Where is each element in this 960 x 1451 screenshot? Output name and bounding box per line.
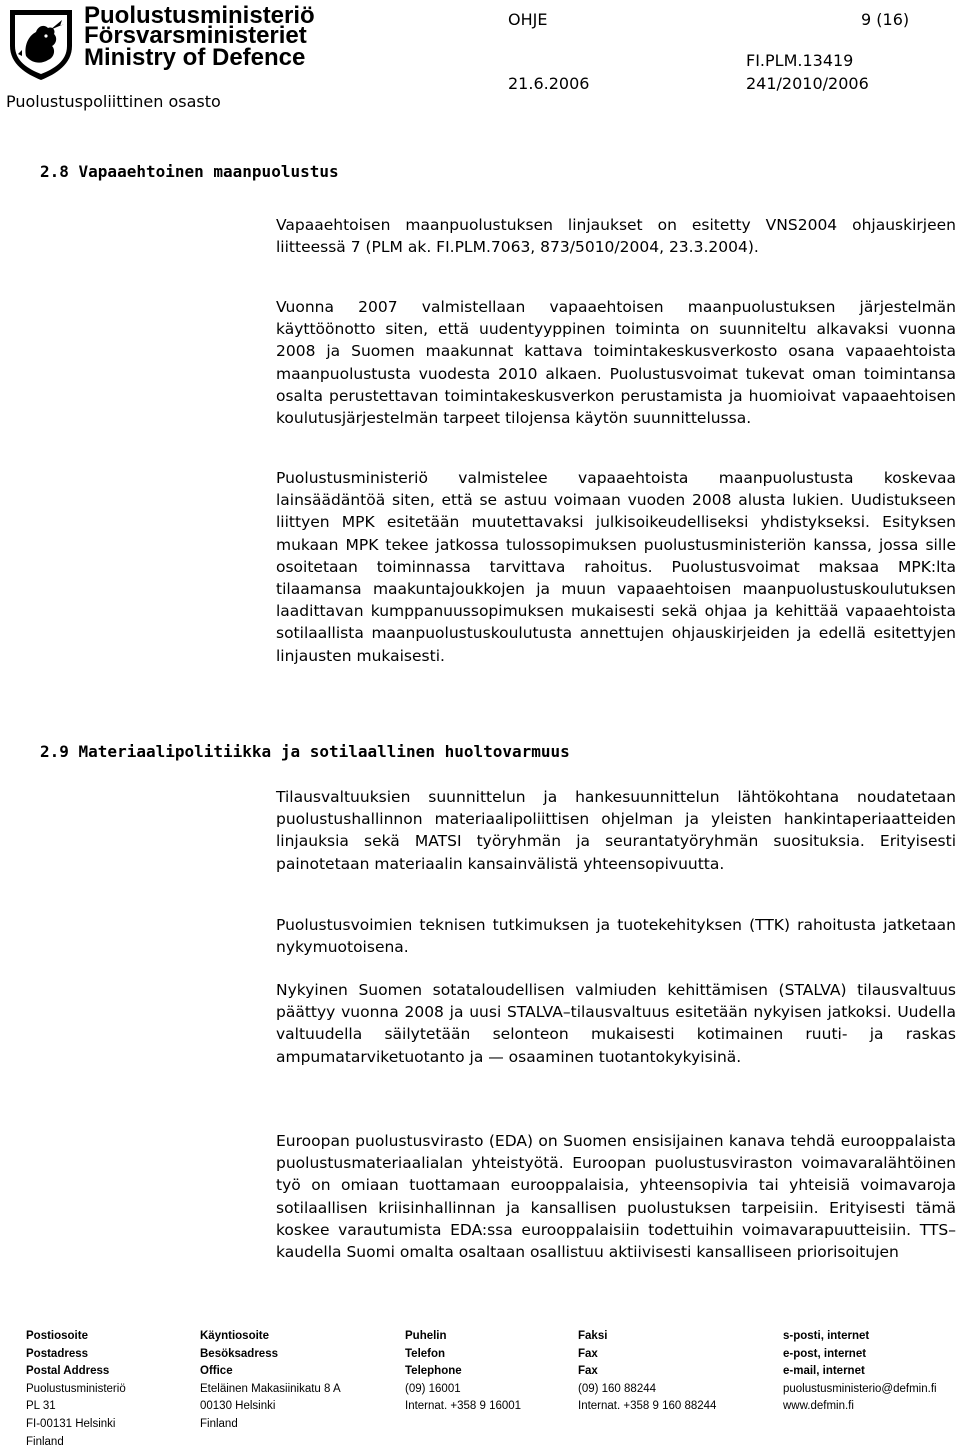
footer-website-link[interactable]: www.defmin.fi xyxy=(783,1400,854,1413)
footer-office-column xyxy=(200,1328,341,1434)
footer-value: 00130 Helsinki xyxy=(200,1400,276,1413)
paragraph-text: Puolustusvoimien teknisen tutkimuksen ja tuotekehityksen (TTK) rahoitusta jatketaan nykymuotoisena. xyxy=(276,916,956,957)
reference-number: FI.PLM.13419 xyxy=(746,51,854,70)
org-name-sv: Försvarsministeriet xyxy=(84,22,307,49)
footer-label: Postal Address xyxy=(26,1365,110,1378)
footer-label: Faksi xyxy=(578,1330,608,1342)
footer-value: Eteläinen Makasiinikatu 8 A xyxy=(200,1382,341,1395)
paragraph-text: Tilausvaltuuksien suunnittelun ja hankesuunnittelun lähtökohtana noudatetaan puolustushallinnon materiaalipoliittisen ohjelman ja yleisten hankintaperiaatteiden linjauksia sekä MATSI työryhmän ja seurantatyöryhmän suosituksia. Erityisesti painotetaan materiaalin kansainvälistä yhteensopivuutta. xyxy=(276,788,956,873)
footer-label: s-posti, internet xyxy=(783,1330,870,1342)
paragraph xyxy=(276,914,956,958)
footer-value: Finland xyxy=(200,1417,238,1430)
paragraph xyxy=(276,296,956,429)
paragraph-text: Vapaaehtoisen maanpuolustuksen linjaukset on esitetty VNS2004 ohjauskirjeen liitteessä 7 (PLM ak. FI.PLM.7063, 873/5010/2004, 23.3.2004). xyxy=(276,216,956,257)
footer-label: Besöksadress xyxy=(200,1347,278,1360)
org-name-en: Ministry of Defence xyxy=(84,44,306,71)
paragraph xyxy=(276,979,956,1068)
paragraph xyxy=(276,786,956,875)
footer-label: Office xyxy=(200,1365,233,1378)
diary-number: 241/2010/2006 xyxy=(746,74,869,93)
footer-value: FI-00131 Helsinki xyxy=(26,1417,116,1430)
section-heading-2-8: 2.8 Vapaaehtoinen maanpuolustus xyxy=(40,162,339,181)
footer-value: PL 31 xyxy=(26,1400,56,1413)
paragraph xyxy=(276,214,956,258)
footer-value: Finland xyxy=(26,1435,64,1448)
paragraph-text: Nykyinen Suomen sotataloudellisen valmiuden kehittämisen (STALVA) tilausvaltuus päättyy vuonna 2008 ja uusi STALVA–tilausvaltuus esitetään nykyisen jatkoksi. Uudella valtuudella säilytetään selonteon mukaisesti kotimainen ruuti- ja raskas ampumatarviketuotanto ja — osaaminen tuotantokykyisinä. xyxy=(276,981,956,1066)
department-name: Puolustuspoliittinen osasto xyxy=(6,92,221,111)
footer-label: Fax xyxy=(578,1347,598,1360)
section-heading-2-9: 2.9 Materiaalipolitiikka ja sotilaallinen huoltovarmuus xyxy=(40,742,570,761)
coat-of-arms-lion-icon xyxy=(6,6,76,82)
footer-label: Telephone xyxy=(405,1365,462,1378)
footer-email-column xyxy=(783,1328,937,1416)
org-name-fi: Puolustusministeriö xyxy=(84,2,315,29)
footer-value: (09) 16001 xyxy=(405,1382,461,1395)
footer-fax-column xyxy=(578,1328,716,1416)
paragraph xyxy=(276,467,956,667)
footer-label: Postadress xyxy=(26,1347,89,1360)
paragraph-text: Puolustusministeriö valmistelee vapaaehtoista maanpuolustusta koskevaa lainsäädäntöä siten, että se astuu voimaan vuoden 2008 alusta lukien. Uudistukseen liittyen MPK esitetään muutettavaksi julkisoikeudelliseksi yhdistykseksi. Esityksen mukaan MPK tekee jatkossa tulossopimuksen puolustusministeriön kanssa, jossa sille osoitetaan toiminnassa tarvittava rahoitus. Puolustusvoimat maksaa MPK:lta tilaamansa maakuntajoukkojen ja muun vapaaehtoisen maanpuolustuskoulutuksen laadittavan kumppanuussopimuksen mukaisesti sekä ohjaa ja kehittää vapaaehtoista sotilaallista maanpuolustuskoulutusta annettujen ohjauskirjeiden ja edellä esitettyjen linjausten mukaisesti. xyxy=(276,469,956,665)
page-number: 9 (16) xyxy=(861,10,910,29)
footer-value: (09) 160 88244 xyxy=(578,1382,657,1395)
footer-label: e-mail, internet xyxy=(783,1365,865,1378)
paragraph-text: Euroopan puolustusvirasto (EDA) on Suomen ensisijainen kanava tehdä eurooppalaista puolustusmateriaalialan yhteistyötä. Euroopan puolustusviraston voimavaralähtöinen työ on omiaan tuottamaan eurooppalaisia, yhteensopivia tai yhteisiä voimavaroja sotilaallisen kriisinhallinnan ja kansallisen puolustuksen tarpeisiin. Erityisesti tämä koskee varautumista EDA:ssa eurooppalaisiin todettuihin voimavarapuutteisiin. TTS–kaudella Suomi omalta osaltaan osallistuu aktiivisesti kansalliseen priorisoitujen xyxy=(276,1132,956,1262)
footer-label: Fax xyxy=(578,1365,598,1378)
footer-label: Telefon xyxy=(405,1347,446,1360)
footer-label: Postiosoite xyxy=(26,1330,88,1342)
footer-label: e-post, internet xyxy=(783,1347,867,1360)
footer-email-link[interactable]: puolustusministerio@defmin.fi xyxy=(783,1382,937,1395)
paragraph xyxy=(276,1130,956,1263)
footer-label: Käyntiosoite xyxy=(200,1330,270,1342)
footer-postal-column xyxy=(26,1328,126,1451)
document-date: 21.6.2006 xyxy=(508,74,590,93)
footer-value: Internat. +358 9 160 88244 xyxy=(578,1400,717,1413)
document-type: OHJE xyxy=(508,10,548,29)
paragraph-text: Vuonna 2007 valmistellaan vapaaehtoisen maanpuolustuksen järjestelmän käyttöönotto siten, että uudentyyppinen toiminta on suunniteltu alkavaksi vuonna 2008 ja Suomen maakunnat kattava toimintakeskusverkosto osana vapaaehtoista maanpuolustusta vuodesta 2010 alkaen. Puolustusvoimat tukevat oman toimintansa osalta perustettavan toimintakeskusverkon perustamista ja huomioivat vapaaehtoisen koulutusjärjestelmän tarpeet tilojensa käytön suunnittelussa. xyxy=(276,298,956,428)
footer-label: Puhelin xyxy=(405,1330,447,1342)
footer-value: Puolustusministeriö xyxy=(26,1382,126,1395)
footer-phone-column xyxy=(405,1328,521,1416)
footer-value: Internat. +358 9 16001 xyxy=(405,1400,522,1413)
